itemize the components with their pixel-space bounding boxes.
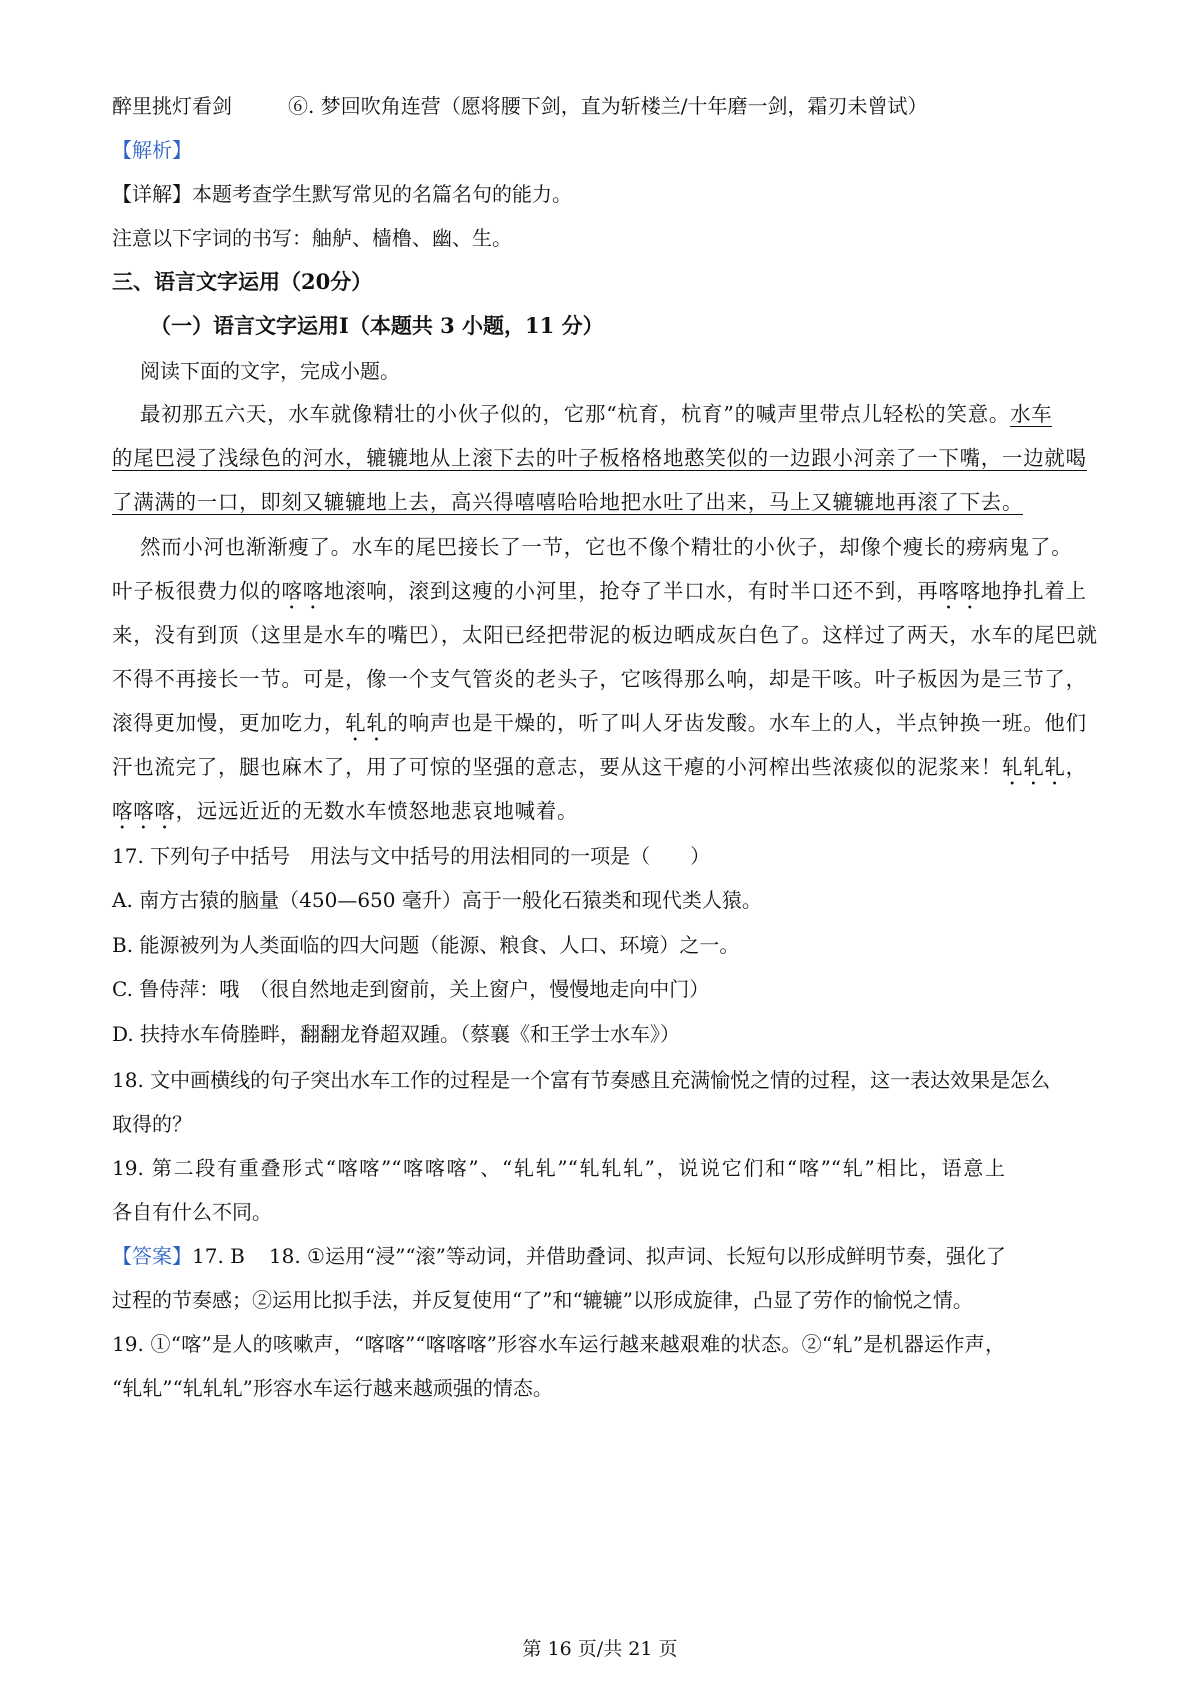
passage-line [112,797,578,834]
recitation-answer-line [112,92,927,120]
note-line: 注意以下字词的书写：舳舻、樯橹、幽、生。 [112,226,512,250]
reading-instruction: 阅读下面的文字，完成小题。 [140,359,400,383]
detail-line: 【详解】本题考查学生默写常见的名篇名句的能力。 [112,182,572,206]
question-18-cont: 取得的？ [112,1112,192,1136]
passage-line [112,488,1023,516]
answer-tag: 【答案】 [112,1244,192,1268]
answer-line [112,1242,1005,1270]
passage-text: 叶子板很费力似的 [112,579,282,603]
analysis-tag: 【解析】 [112,138,192,162]
passage-text: 汗也流完了，腿也麻木了，用了可惊的坚强的意志，要从这干瘪的小河榨出些浓痰似的泥浆来！ [112,755,1003,779]
subsection-title: （一）语言文字运用Ⅰ（本题共 3 小题，11 分） [150,313,604,338]
recitation-fragment: 醉里挑灯看剑 [112,94,232,118]
passage-line [112,444,1087,472]
answer-19-cont: “轧轧”“轧轧轧”形容水车运行越来越顽强的情态。 [112,1376,553,1400]
underlined-text: 水车 [1010,402,1053,426]
passage-line [112,577,1087,614]
answer-18-cont: 过程的节奏感；②运用比拟手法，并反复使用“了”和“辘辘”以形成旋律，凸显了劳作的愉悦之情。 [112,1288,973,1312]
section-title: 三、语言文字运用（20分） [112,269,373,294]
passage-line: 然而小河也渐渐瘦了。水车的尾巴接长了一节，它也不像个精壮的小伙子，却像个瘦长的痨病鬼了。 [140,535,1073,559]
option-a: A. 南方古猿的脑量（450—650 毫升）高于一般化石猿类和现代类人猿。 [112,888,762,912]
dotted-onomatopoeia: 喀喀 [281,579,324,603]
question-18: 18. 文中画横线的句子突出水车工作的过程是一个富有节奏感且充满愉悦之情的过程，这一表达效果是怎么 [112,1068,1051,1092]
answer-17: 17. B [192,1244,245,1268]
passage-line [112,709,1087,746]
passage-text: 的响声也是干燥的，听了叫人牙齿发酸。水车上的人，半点钟换一班。他们 [387,711,1087,735]
passage-line: 不得不再接长一节。可是，像一个支气管炎的老头子，它咳得那么响，却是干咳。叶子板因为是三节了， [112,667,1087,691]
option-c: C. 鲁侍萍：哦 （很自然地走到窗前，关上窗户，慢慢地走向中门） [112,977,710,1001]
passage-line [140,400,1053,428]
passage-line [112,753,1087,790]
passage-text: ， [1065,755,1087,779]
question-17: 17. 下列句子中括号 用法与文中括号的用法相同的一项是（ ） [112,844,711,868]
passage-text: 地挣扎着上 [980,579,1087,603]
underlined-text: 了满满的一口，即刻又辘辘地上去，高兴得嘻嘻哈哈地把水吐了出来，马上又辘辘地再滚了下去。 [112,490,1024,514]
passage-text: 地滚响，滚到这瘦的小河里，抢夺了半口水，有时半口还不到，再 [323,579,939,603]
dotted-onomatopoeia: 轧轧 [345,711,388,735]
option-d: D. 扶持水车倚塍畔，翻翻龙脊超双踵。（蔡襄《和王学士水车》） [112,1022,681,1046]
recitation-answer-6: ⑥. 梦回吹角连营（愿将腰下剑，直为斩楼兰/十年磨一剑，霜刃未曾试） [288,94,928,118]
question-19: 19. 第二段有重叠形式“喀喀”“喀喀喀”、“轧轧”“轧轧轧”，说说它们和“喀”“轧”相比，语意上 [112,1156,1005,1180]
passage-text: 最初那五六天，水车就像精壮的小伙子似的，它那“杭育，杭育”的喊声里带点儿轻松的笑意。 [140,402,1011,426]
option-b: B. 能源被列为人类面临的四大问题（能源、粮食、人口、环境）之一。 [112,933,740,957]
passage-line: 来，没有到顶（这里是水车的嘴巴），太阳已经把带泥的板边晒成灰白色了。这样过了两天，水车的尾巴就 [112,623,1098,647]
passage-text: 滚得更加慢，更加吃力， [112,711,346,735]
dotted-onomatopoeia: 喀喀喀 [112,799,176,823]
dotted-onomatopoeia: 喀喀 [938,579,981,603]
dotted-onomatopoeia: 轧轧轧 [1002,755,1066,779]
passage-text: ，远远近近的无数水车愤怒地悲哀地喊着。 [175,799,579,823]
answer-18: 18. ①运用“浸”“滚”等动词，并借助叠词、拟声词、长短句以形成鲜明节奏，强化了 [268,1244,1006,1268]
underlined-text: 的尾巴浸了浅绿色的河水，辘辘地从上滚下去的叶子板格格地憨笑似的一边跟小河亲了一下嘴，一边就喝 [112,446,1087,470]
page-number: 第 16 页/共 21 页 [522,1638,678,1660]
answer-19: 19. ①“喀”是人的咳嗽声，“喀喀”“喀喀喀”形容水车运行越来越艰难的状态。②“轧”是机器运作声， [112,1332,1005,1356]
question-19-cont: 各自有什么不同。 [112,1200,272,1224]
